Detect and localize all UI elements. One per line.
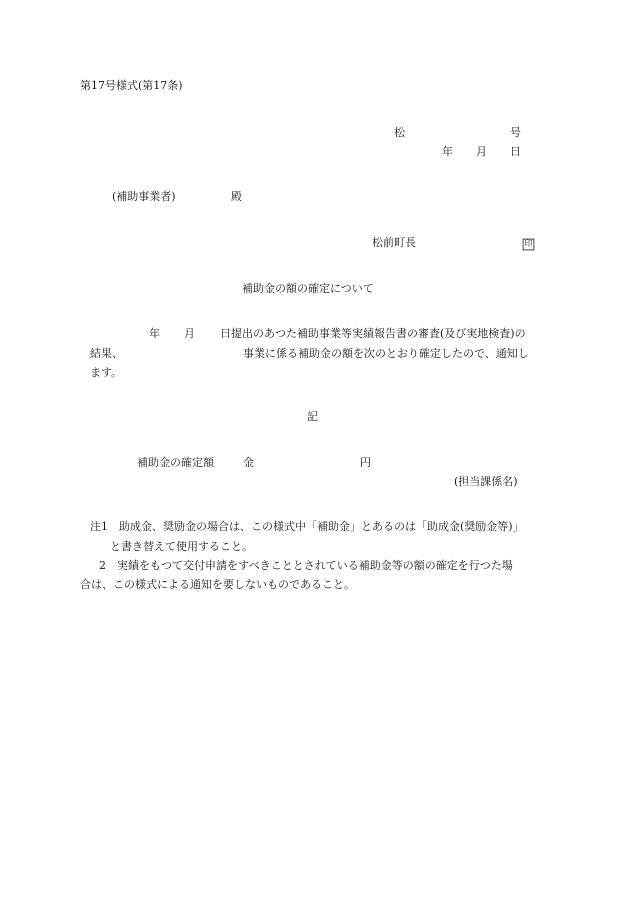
form-number: 第17号様式(第17条) [80, 79, 183, 92]
amount-label: 補助金の確定額 [137, 456, 214, 469]
amount-prefix: 金 [243, 456, 254, 469]
addressee-label: (補助事業者) [112, 190, 176, 203]
document-number-prefix: 松 [394, 126, 405, 139]
body-year: 年 [149, 327, 160, 340]
note2-line1: 2 実績をもつて交付申請をすべきこととされている補助金等の額の確定を行つた場 [99, 559, 513, 572]
note2-line2: 合は、この様式による通知を要しないものであること。 [80, 578, 355, 591]
document-number-suffix: 号 [510, 126, 521, 139]
date-year: 年 [442, 145, 453, 158]
date-day: 日 [510, 145, 521, 158]
contact-section: (担当課係名) [454, 475, 518, 488]
issuer-seal [522, 236, 535, 251]
date-month: 月 [476, 145, 487, 158]
document-title: 補助金の額の確定について [242, 282, 374, 295]
body-line1-rest: 日提出のあつた補助事業等実績報告書の審査(及び実地検査)の [220, 327, 526, 340]
amount-unit: 円 [360, 456, 371, 469]
body-line3: ます。 [90, 366, 123, 379]
ki-heading: 記 [307, 410, 318, 423]
body-line2-left: 結果、 [90, 347, 123, 360]
seal-mark: 印 [524, 239, 533, 249]
note1-line2: と書き替えて使用すること。 [110, 540, 253, 553]
issuer-name: 松前町長 [372, 236, 416, 249]
addressee-honorific: 殿 [231, 190, 242, 203]
body-line2-right: 事業に係る補助金の額を次のとおり確定したので、通知し [243, 347, 529, 360]
body-month: 月 [184, 327, 195, 340]
note1-line1: 注1 助成金、奨励金の場合は、この様式中「補助金」とあるのは「助成金(奨励金等)」 [90, 520, 524, 533]
